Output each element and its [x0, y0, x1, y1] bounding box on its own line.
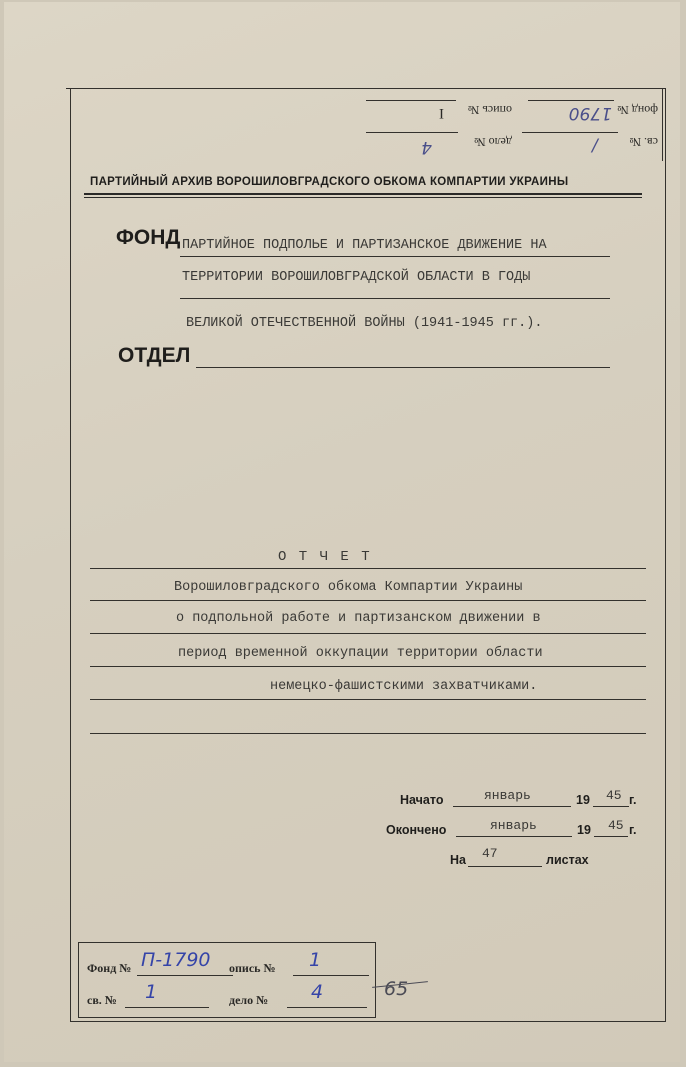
sheets-on-label: На: [450, 853, 466, 867]
report-line-2: о подпольной работе и партизанском движении в: [176, 611, 541, 626]
started-label: Начато: [400, 793, 444, 807]
otdel-underline: [196, 367, 610, 368]
finished-year: 45: [608, 818, 624, 833]
report-rule-5: [90, 699, 646, 700]
started-year-underline: [593, 806, 629, 807]
side-note: 65: [384, 978, 409, 1000]
top-fond-value: 1790: [568, 103, 612, 123]
sheets-underline: [468, 866, 542, 867]
bottom-fond-value: П-1790: [141, 949, 211, 971]
bottom-delo-underline: [287, 1007, 367, 1008]
report-rule-2: [90, 600, 646, 601]
top-opis-underline: [366, 100, 456, 101]
finished-month-underline: [456, 836, 572, 837]
bottom-opis-underline: [293, 975, 369, 976]
bottom-reference-box: [78, 942, 376, 1018]
report-rule-3: [90, 633, 646, 634]
top-opis-value: I: [439, 105, 444, 121]
bottom-sv-underline: [125, 1007, 209, 1008]
finished-year-underline: [594, 836, 628, 837]
fond-underline-1: [180, 256, 610, 257]
top-delo-label: дело №: [474, 135, 512, 149]
archive-header-rule-1: [84, 193, 642, 195]
report-rule-6: [90, 733, 646, 734]
report-rule-1: [90, 568, 646, 569]
started-year-prefix: 19: [576, 793, 590, 807]
bottom-sv-value: 1: [145, 981, 158, 1003]
sheets-value: 47: [482, 846, 498, 861]
bottom-fond-underline: [137, 975, 233, 976]
sheets-label: листах: [546, 853, 589, 867]
fond-underline-2: [180, 298, 610, 299]
bottom-sv-label: св. №: [87, 993, 117, 1007]
started-year-suffix: г.: [629, 793, 637, 807]
fond-label: ФОНД: [116, 226, 181, 249]
top-sv-value: /: [592, 135, 598, 155]
otdel-label: ОТДЕЛ: [118, 344, 191, 367]
fond-line-2: ТЕРРИТОРИИ ВОРОШИЛОВГРАДСКОЙ ОБЛАСТИ В ГОДЫ: [182, 270, 531, 285]
bottom-opis-label: опись №: [229, 961, 276, 975]
fond-line-1: ПАРТИЙНОЕ ПОДПОЛЬЕ И ПАРТИЗАНСКОЕ ДВИЖЕНИЕ НА: [182, 238, 547, 253]
report-line-4: немецко-фашистскими захватчиками.: [270, 679, 538, 694]
report-title: О Т Ч Е Т: [278, 549, 372, 565]
top-delo-value: 4: [421, 137, 432, 157]
finished-year-prefix: 19: [577, 823, 591, 837]
report-line-1: Ворошиловградского обкома Компартии Украины: [174, 580, 523, 595]
started-month-underline: [453, 806, 571, 807]
report-line-3: период временной оккупации территории области: [178, 646, 543, 661]
archive-header: ПАРТИЙНЫЙ АРХИВ ВОРОШИЛОВГРАДСКОГО ОБКОМА КОМПАРТИИ УКРАИНЫ: [90, 176, 569, 188]
top-fond-label: фонд №: [617, 103, 658, 117]
top-reference-box: [358, 88, 663, 161]
top-sv-underline: [522, 132, 618, 133]
finished-label: Окончено: [386, 823, 447, 837]
top-sv-label: св. №: [629, 135, 658, 149]
bottom-delo-value: 4: [311, 981, 324, 1003]
started-year: 45: [606, 788, 622, 803]
fond-line-3: ВЕЛИКОЙ ОТЕЧЕСТВЕННОЙ ВОЙНЫ (1941-1945 гг.).: [186, 316, 543, 331]
bottom-delo-label: дело №: [229, 993, 269, 1007]
finished-month: январь: [490, 818, 537, 833]
bottom-fond-label: Фонд №: [87, 961, 132, 975]
archive-header-rule-2: [84, 197, 642, 198]
report-rule-4: [90, 666, 646, 667]
top-opis-label: опись №: [467, 103, 512, 117]
top-delo-underline: [366, 132, 458, 133]
started-month: январь: [484, 788, 531, 803]
finished-year-suffix: г.: [629, 823, 637, 837]
top-fond-underline: [528, 100, 614, 101]
bottom-opis-value: 1: [309, 949, 322, 971]
